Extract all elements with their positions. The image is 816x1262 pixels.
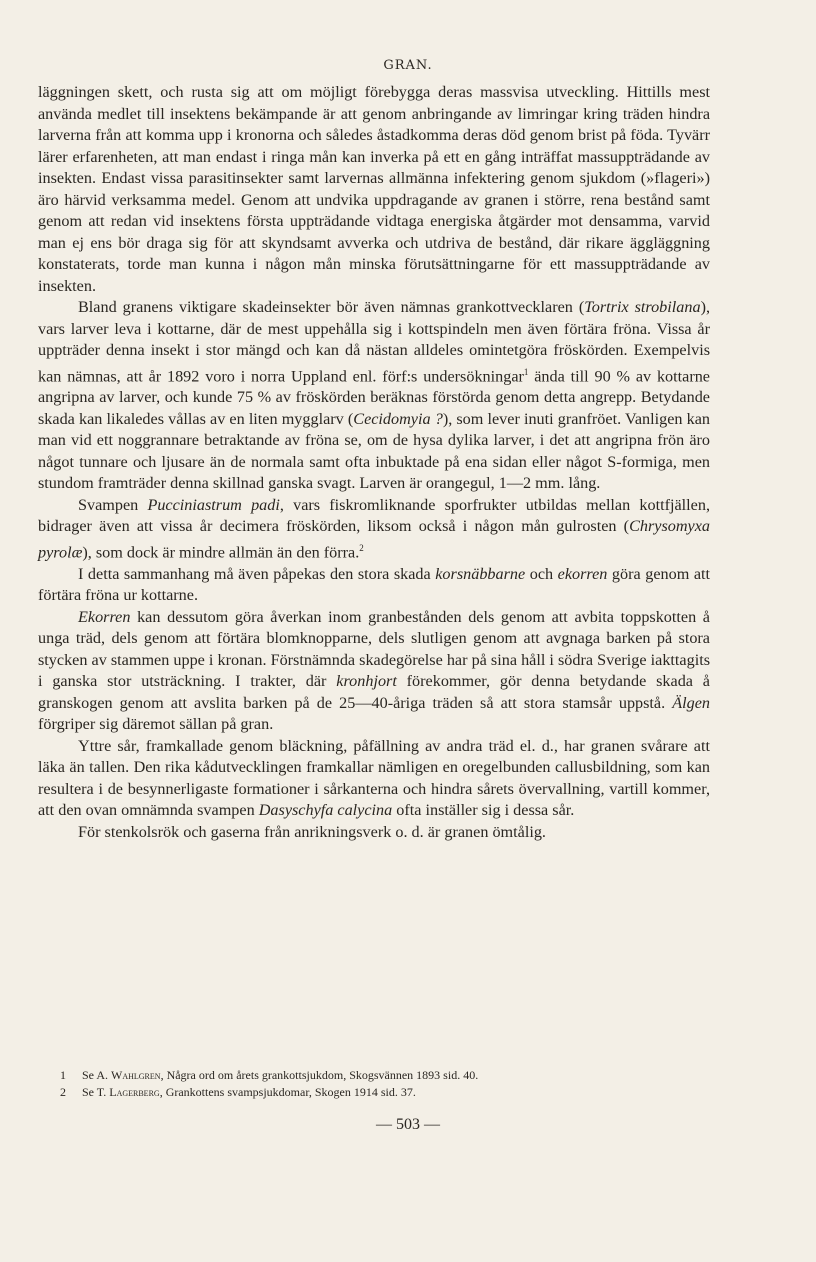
italic-term: kronhjort <box>336 672 397 691</box>
footnote <box>60 1084 710 1101</box>
footnote-citation: , Några ord om årets grankottsjukdom, Skogsvännen 1893 sid. 40. <box>160 1068 479 1082</box>
footnote-author: Lagerberg <box>109 1085 160 1099</box>
paragraph <box>38 82 710 297</box>
text-run: ända till 90 % av kottarne angripna av larver, och kunde 75 % av fröskörden beräknas förstörda genom detta angrepp. Betydande skada kan likaledes vållas av en liten mygglarv ( <box>38 366 710 428</box>
text-run: , vars fiskromliknande sporfrukter utbildas mellan kottfjällen, bidrager även att vissa år decimera fröskörden, liksom också i någon mån gulrosten ( <box>38 495 710 536</box>
text-run: Yttre sår, framkallade genom bläckning, påfällning av andra träd el. d., har granen svårare att läka än tallen. Den rika kådutvecklingen framkallar nämligen en oregelbunden callusbildning, som kan resultera i de besynnerligaste formationer i sårkanterna och hindra sårets övervallning, vartill kommer, att den ovan omnämnda svampen <box>38 736 710 820</box>
paragraph <box>38 297 710 495</box>
text-run: ), vars larver leva i kottarne, där de mest uppehålla sig i kottspindeln men även förtära fröna. Vissa år uppträder denna insekt i stor mängd och kan då nästan alldeles omintetgöra fröskörden. Exempelvis kan nämnas, att år 1892 voro i norra Uppland enl. förf:s undersökningar <box>38 298 710 385</box>
footnote-number: 1 <box>60 1068 66 1082</box>
text-run: kan dessutom göra åverkan inom granbestånden dels genom att avbita toppskotten å unga träd, dels genom att förtära blomknopparne, dels slutligen genom att avgnaga barken på stora stycken av stammen uppe i kronan. Förstnämnda skadegörelse har på sina håll i södra Sverige iakttagits i ganska stor utsträckning. I trakter, där <box>38 607 710 691</box>
footnote-number: 2 <box>60 1085 66 1099</box>
italic-term: Ekorren <box>78 607 131 626</box>
paragraph <box>38 564 710 607</box>
paragraph <box>38 495 710 564</box>
text-run: Svampen <box>78 495 148 514</box>
italic-term: Tortrix strobilana <box>584 298 701 316</box>
paragraph <box>38 736 710 822</box>
italic-term: Pucciniastrum padi <box>147 495 280 514</box>
italic-term: Cecidomyia ? <box>353 409 443 428</box>
footnote-author: Wahlgren <box>111 1068 161 1082</box>
running-header: GRAN. <box>383 58 433 73</box>
page-number: — 503 — <box>376 1116 440 1133</box>
footnote-citation: , Grankottens svampsjukdomar, Skogen 1914 sid. 37. <box>159 1085 416 1099</box>
text-run: ), som lever inuti granfröet. Vanligen kan man vid ett noggrannare betraktande av fröna se, om de hysa dylika larver, i det att angripna frön äro något tunnare och ljusare än de normala samt ofta inbuktade på ena sidan eller något S-formiga, men stundom framträder denna skillnad ganska svagt. Larven är orangegul, 1—2 mm. lång. <box>38 409 710 493</box>
italic-term: korsnäbbarne <box>435 564 526 583</box>
footnote-ref: 1 <box>523 366 529 377</box>
footnote-prefix: Se T. <box>82 1085 110 1099</box>
text-run: och <box>525 564 558 583</box>
text-run: läggningen skett, och rusta sig att om möjligt förebygga deras massvisa utveckling. Hittills mest använda medlet till insektens bekämpande är att genom anbringande av limringar kring träden hindra larverna från att komma upp i kronorna och således åstadkomma deras död genom brist på föda. Tyvärr lärer erfarenheten, att man endast i ringa mån kan inverka på ett en gång inträffat massuppträdande av insekten. Endast vissa parasitinsekter samt larvernas allmänna infektering genom sjukdom (»flageri») äro härvid verksamma medel. Genom att undvika uppdragande av granen i större, rena bestånd samt genom att redan vid insektens första uppträdande vidtaga energiska åtgärder mot densamma, varvid man ej ens bör draga sig för att skyndsamt avverka och utdriva de bestånd, där rikare äggläggning konstaterats, torde man kunna i någon mån minska förutsättningarne för ett massuppträdande av insekten. <box>38 83 710 295</box>
footnote-prefix: Se A. <box>82 1068 112 1082</box>
footnotes <box>60 1067 710 1101</box>
footnote <box>60 1067 710 1084</box>
text-run: För stenkolsrök och gaserna från anrikningsverk o. d. är granen ömtålig. <box>78 822 546 841</box>
body-text <box>38 82 710 843</box>
italic-term: Älgen <box>672 693 710 712</box>
text-run: I detta sammanhang må även påpekas den stora skada <box>78 564 436 583</box>
text-run: förgriper sig däremot sällan på gran. <box>38 715 274 734</box>
text-run: ofta inställer sig i dessa sår. <box>392 801 575 820</box>
text-run: ), som dock är mindre allmän än den förra. <box>82 543 360 562</box>
text-run: förekommer, gör denna betydande skada å granskogen genom att avslita barken på de 25—40-åriga träden så att stora stamsår uppstå. <box>38 672 710 712</box>
paragraph <box>38 822 710 844</box>
paragraph <box>38 607 710 736</box>
italic-term: Chrysomyxa pyrolæ <box>38 517 710 562</box>
italic-term: Dasyschyfa calycina <box>258 801 393 820</box>
text-run: göra genom att förtära fröna ur kottarne. <box>38 564 710 605</box>
text-run: Bland granens viktigare skadeinsekter bör även nämnas grankottvecklaren ( <box>78 298 585 316</box>
footnote-ref: 2 <box>359 542 364 553</box>
italic-term: ekorren <box>557 564 608 583</box>
